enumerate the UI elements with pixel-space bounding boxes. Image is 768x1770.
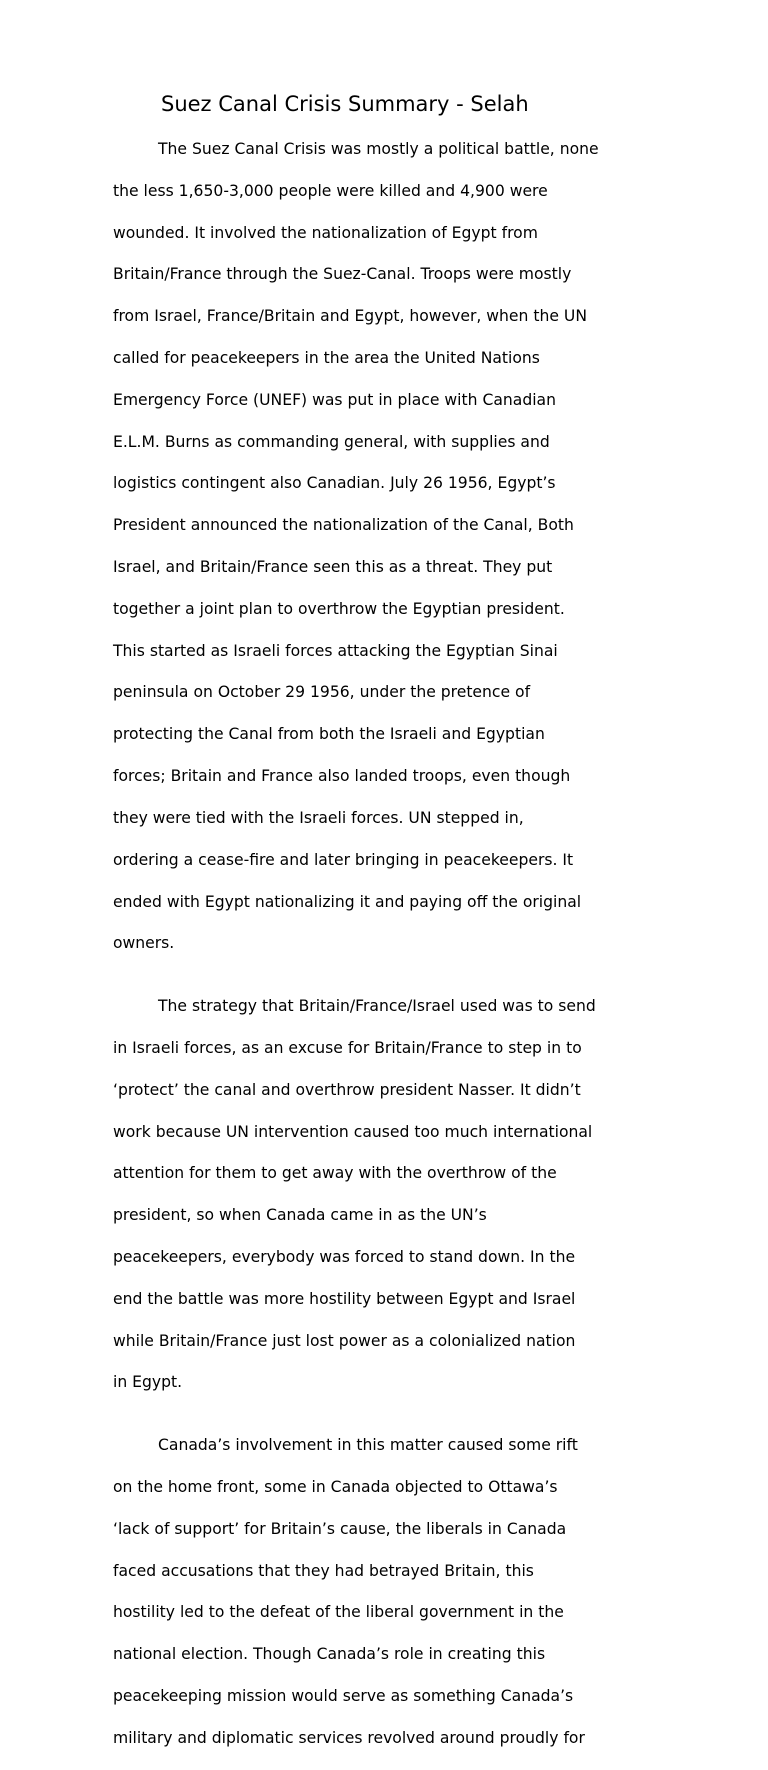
text-line: in Egypt. <box>113 1373 183 1392</box>
text-line: while Britain/France just lost power as a colonialized nation <box>113 1331 576 1350</box>
text-line: President announced the nationalization of the Canal, Both <box>113 516 574 535</box>
text-line: peninsula on October 29 1956, under the pretence of <box>113 683 531 702</box>
text-line: Israel, and Britain/France seen this as a threat. They put <box>113 558 553 577</box>
text-line: end the battle was more hostility between Egypt and Israel <box>113 1289 576 1308</box>
text-line: called for peacekeepers in the area the United Nations <box>113 348 540 367</box>
text-line: attention for them to get away with the overthrow of the <box>113 1164 557 1183</box>
text-line: national election. Though Canada’s role in creating this <box>113 1645 546 1664</box>
text-line: ordering a cease-fire and later bringing in peacekeepers. It <box>113 850 574 869</box>
text-line: forces; Britain and France also landed troops, even though <box>113 767 571 786</box>
text-line: The Suez Canal Crisis was mostly a political battle, none <box>158 139 599 158</box>
text-line: they were tied with the Israeli forces. UN stepped in, <box>113 808 524 827</box>
text-line: This started as Israeli forces attacking the Egyptian Sinai <box>113 641 558 660</box>
text-line: E.L.M. Burns as commanding general, with supplies and <box>113 432 550 451</box>
text-line: The strategy that Britain/France/Israel used was to send <box>158 997 596 1016</box>
text-line: ‘lack of support’ for Britain’s cause, the liberals in Canada <box>113 1519 567 1538</box>
document-title: Suez Canal Crisis Summary - Selah <box>161 92 529 116</box>
text-line: on the home front, some in Canada objected to Ottawa’s <box>113 1477 558 1496</box>
paragraph-1 <box>113 118 658 975</box>
paragraph-3 <box>113 1414 658 1769</box>
text-line: peacekeepers, everybody was forced to stand down. In the <box>113 1247 576 1266</box>
text-line: in Israeli forces, as an excuse for Britain/France to step in to <box>113 1038 582 1057</box>
text-line: protecting the Canal from both the Israeli and Egyptian <box>113 725 545 744</box>
text-line: faced accusations that they had betrayed Britain, this <box>113 1561 534 1580</box>
text-line: wounded. It involved the nationalization of Egypt from <box>113 223 538 242</box>
text-line: hostility led to the defeat of the liberal government in the <box>113 1603 564 1622</box>
text-line: Emergency Force (UNEF) was put in place with Canadian <box>113 390 556 409</box>
text-line: work because UN intervention caused too much international <box>113 1122 593 1141</box>
text-line: the less 1,650-3,000 people were killed and 4,900 were <box>113 181 548 200</box>
text-line: Britain/France through the Suez-Canal. Troops were mostly <box>113 265 572 284</box>
text-line: president, so when Canada came in as the UN’s <box>113 1206 487 1225</box>
text-line: military and diplomatic services revolved around proudly for <box>113 1728 585 1747</box>
text-line: peacekeeping mission would serve as something Canada’s <box>113 1686 574 1705</box>
text-line: together a joint plan to overthrow the Egyptian president. <box>113 599 565 618</box>
text-line: logistics contingent also Canadian. July 26 1956, Egypt’s <box>113 474 556 493</box>
paragraph-2 <box>113 975 658 1414</box>
text-line: from Israel, France/Britain and Egypt, however, when the UN <box>113 307 587 326</box>
text-line: Canada’s involvement in this matter caused some rift <box>158 1436 578 1455</box>
text-line: ‘protect’ the canal and overthrow president Nasser. It didn’t <box>113 1080 581 1099</box>
text-line: ended with Egypt nationalizing it and paying off the original <box>113 892 582 911</box>
text-line: owners. <box>113 934 175 953</box>
document-page <box>113 90 658 1770</box>
